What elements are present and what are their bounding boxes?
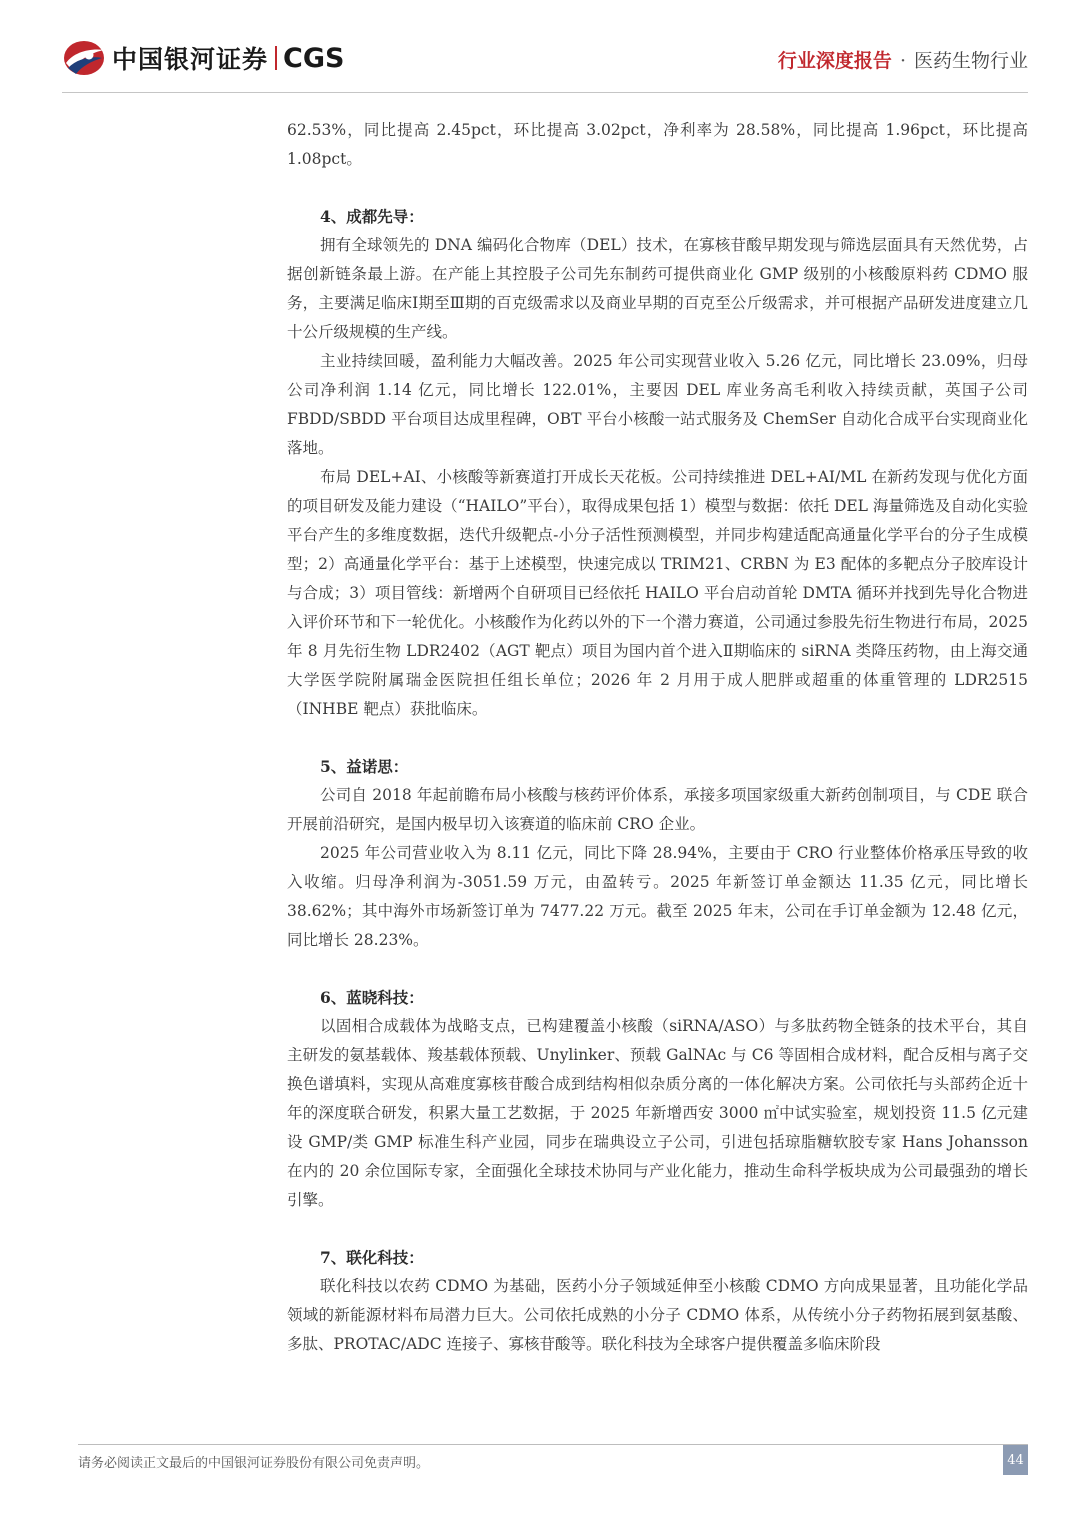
- report-category: [778, 46, 1028, 73]
- galaxy-swirl-icon: [62, 38, 106, 78]
- paragraph: 布局 DEL+AI、小核酸等新赛道打开成长天花板。公司持续推进 DEL+AI/ML 在新药发现与优化方面的项目研发及能力建设（“HAILO”平台），取得成果包括 1）模型与数据：依托 DEL 海量筛选及自动化实验平台产生的多维度数据，迭代升级靶点-小分子活性预测模型，并同步构建适配高通量化学平台的分子生成模型；2）高通量化学平台：基于上述模型，快速完成以 TRIM21、CRBN 为 E3 配体的多靶点分子胶库设计与合成；3）项目管线：新增两个自研项目已经依托 HAILO 平台启动首轮 DMTA 循环并找到先导化合物进入评价环节和下一轮优化。小核酸作为化药以外的下一个潜力赛道，公司通过参股先衍生物进行布局，2025 年 8 月先衍生物 LDR2402（AGT 靶点）项目为国内首个进入Ⅱ期临床的 siRNA 类降压药物，由上海交通大学医学院附属瑞金医院担任组长单位；2026 年 2 月用于成人肥胖或超重的体重管理的 LDR2515（INHBE 靶点）获批临床。: [287, 468, 1028, 718]
- header-divider: [62, 92, 1028, 93]
- logo-chinese-name: 中国银河证券: [112, 45, 269, 74]
- paragraph: 2025 年公司营业收入为 8.11 亿元，同比下降 28.94%，主要由于 CRO 行业整体价格承压导致的收入收缩。归母净利润为-3051.59 万元，由盈转亏。2025 年新签订单金额达 11.35 亿元，同比增长 38.62%；其中海外市场新签订单为 7477.22 万元。截至 2025 年末，公司在手订单金额为 12.48 亿元，同比增长 28.23%。: [287, 844, 1028, 949]
- paragraph: 以固相合成载体为战略支点，已构建覆盖小核酸（siRNA/ASO）与多肽药物全链条的技术平台，其自主研发的氨基载体、羧基载体预载、Unylinker、预载 GalNAc 与 C6 等固相合成材料，配合反相与离子交换色谱填料，实现从高难度寡核苷酸合成到结构相似杂质分离的一体化解决方案。公司依托与头部药企近十年的深度联合研发，积累大量工艺数据，于 2025 年新增西安 3000 ㎡中试实验室，规划投资 11.5 亿元建设 GMP/类 GMP 标准生科产业园，同步在瑞典设立子公司，引进包括琼脂糖软胶专家 Hans Johansson 在内的 20 余位国际专家，全面强化全球技术协同与产业化能力，推动生命科学板块成为公司最强劲的增长引擎。: [287, 1017, 1028, 1209]
- paragraph: 公司自 2018 年起前瞻布局小核酸与核药评价体系，承接多项国家级重大新药创制项目，与 CDE 联合开展前沿研究，是国内极早切入该赛道的临床前 CRO 企业。: [287, 786, 1028, 833]
- report-type-label: 行业深度报告: [777, 50, 892, 72]
- section-heading-chengdu-xiandao: 4、成都先导：: [320, 207, 424, 226]
- paragraph: 拥有全球领先的 DNA 编码化合物库（DEL）技术，在寡核苷酸早期发现与筛选层面具有天然优势，占据创新链条最上游。在产能上其控股子公司先东制药可提供商业化 GMP 级别的小核酸原料药 CDMO 服务，主要满足临床Ⅰ期至Ⅲ期的百克级需求以及商业早期的百克至公斤级需求，并可根据产品研发进度建立几十公斤级规模的生产线。: [287, 236, 1028, 341]
- footer-divider: [78, 1444, 1028, 1445]
- logo-divider: [275, 46, 277, 70]
- industry-label: 医药生物行业: [913, 50, 1028, 72]
- section-heading-yinuosi: 5、益诺思：: [320, 757, 409, 776]
- header-separator: ·: [899, 50, 906, 72]
- logo-english-name: CGS: [283, 42, 345, 74]
- page-number-badge: 44: [1003, 1445, 1028, 1475]
- paragraph-continued: 62.53%，同比提高 2.45pct，环比提高 3.02pct，净利率为 28.58%，同比提高 1.96pct，环比提高 1.08pct。: [287, 121, 1028, 168]
- footer-disclaimer: 请务必阅读正文最后的中国银河证券股份有限公司免责声明。: [78, 1456, 430, 1471]
- paragraph: 主业持续回暖，盈利能力大幅改善。2025 年公司实现营业收入 5.26 亿元，同比增长 23.09%，归母公司净利润 1.14 亿元，同比增长 122.01%，主要因 DEL 库业务高毛利收入持续贡献，英国子公司 FBDD/SBDD 平台项目达成里程碑，OBT 平台小核酸一站式服务及 ChemSer 自动化合成平台实现商业化落地。: [287, 352, 1028, 457]
- cgs-logo: [62, 38, 344, 78]
- section-heading-lanxiao: 6、蓝晓科技：: [320, 988, 424, 1007]
- paragraph: 联化科技以农药 CDMO 为基础，医药小分子领域延伸至小核酸 CDMO 方向成果显著，且功能化学品领域的新能源材料布局潜力巨大。公司依托成熟的小分子 CDMO 体系，从传统小分子药物拓展到氨基酸、多肽、PROTAC/ADC 连接子、寡核苷酸等。联化科技为全球客户提供覆盖多临床阶段: [287, 1277, 1028, 1353]
- main-content: [287, 116, 1028, 1359]
- page-header: [0, 0, 1080, 100]
- section-heading-lianhua: 7、联化科技：: [320, 1248, 424, 1267]
